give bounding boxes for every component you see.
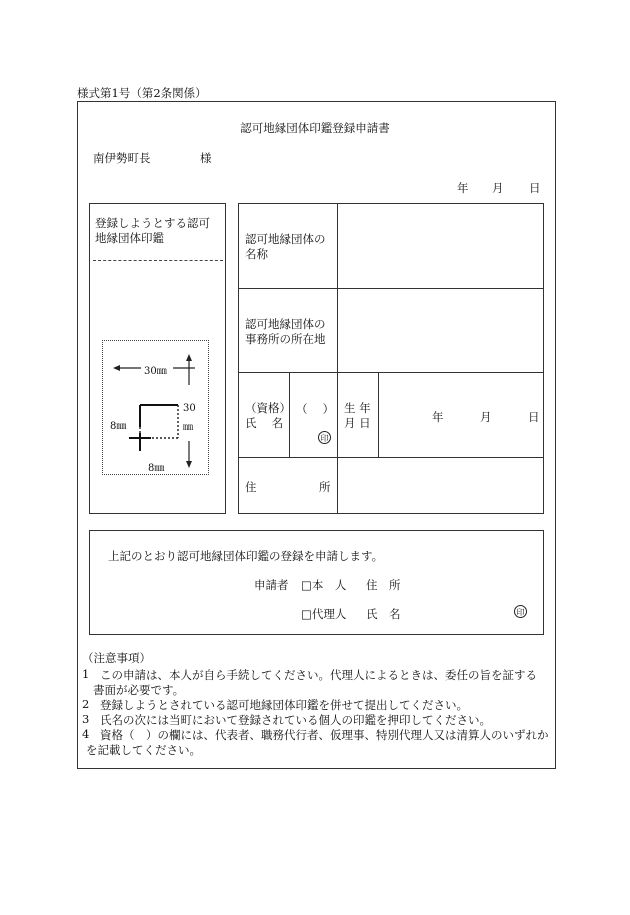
diagram-bottom-label: 8㎜ bbox=[148, 463, 165, 474]
applicant-label: 申請者 bbox=[254, 578, 289, 592]
option-self[interactable]: □本 人 bbox=[301, 578, 347, 592]
diagram-height-label-unit: ㎜ bbox=[183, 422, 193, 433]
note-1-num: 1 bbox=[82, 667, 90, 681]
address-label-left: 住 bbox=[245, 480, 257, 494]
application-statement: 上記のとおり認可地縁団体印鑑の登録を申請します。 bbox=[108, 549, 384, 563]
form-number: 様式第1号（第2条関係） bbox=[77, 86, 207, 100]
applicant-seal-mark: 印 bbox=[514, 605, 527, 618]
form-title: 認可地縁団体印鑑登録申請書 bbox=[240, 121, 390, 135]
diagram-left-label: 8㎜ bbox=[110, 421, 127, 432]
note-3-line1: 氏名の次には当町において登録されている個人の印鑑を押印してください。 bbox=[100, 713, 491, 727]
note-1-line2: 書面が必要です。 bbox=[93, 683, 185, 697]
diagram-height-label-top: 30 bbox=[183, 403, 196, 414]
note-2-num: 2 bbox=[82, 697, 90, 711]
office-address-field[interactable] bbox=[340, 290, 541, 370]
qualification-paren[interactable]: （ ） bbox=[296, 402, 335, 416]
option-agent[interactable]: □代理人 bbox=[301, 607, 347, 621]
date-day: 日 bbox=[529, 181, 541, 195]
address-label-right: 所 bbox=[319, 480, 331, 494]
seal-size-diagram bbox=[102, 340, 209, 475]
row-divider-3 bbox=[238, 457, 544, 458]
office-address-label-line1: 認可地縁団体の bbox=[245, 317, 326, 331]
qualification-label: （資格） bbox=[245, 401, 291, 415]
note-1-line1: この申請は、本人が自ら手続してください。代理人によるときは、委任の旨を証する bbox=[100, 668, 537, 682]
birth-month[interactable]: 月 bbox=[480, 410, 492, 424]
birth-date-label-line2: 月 日 bbox=[344, 416, 371, 430]
note-4-num: 4 bbox=[82, 727, 90, 741]
birth-date-label-line1: 生 年 bbox=[344, 401, 371, 415]
office-address-label-line2: 事務所の所在地 bbox=[245, 332, 326, 346]
note-4-line1: 資格（ ）の欄には、代表者、職務代行者、仮理事、特別代理人又は清算人のいずれか bbox=[100, 728, 549, 742]
note-2-line1: 登録しようとされている認可地縁団体印鑑を併せて提出してください。 bbox=[100, 698, 468, 712]
seal-box-label-line2: 地縁団体印鑑 bbox=[95, 231, 164, 245]
person-name-label bbox=[245, 401, 291, 431]
birth-day[interactable]: 日 bbox=[528, 410, 540, 424]
address-field[interactable] bbox=[340, 459, 541, 512]
association-name-label-line1: 認可地縁団体の bbox=[245, 232, 326, 246]
birth-label-divider bbox=[378, 372, 379, 457]
association-name-field[interactable] bbox=[340, 205, 541, 286]
option-self-field: 住 所 bbox=[366, 578, 401, 592]
option-agent-field: 氏 名 bbox=[366, 607, 401, 621]
addressee-name: 南伊勢町長 bbox=[93, 151, 151, 165]
row-divider-2 bbox=[238, 372, 544, 373]
birth-date-label bbox=[344, 401, 371, 431]
person-name-label-text: 氏 名 bbox=[245, 416, 284, 430]
column-divider bbox=[337, 203, 338, 514]
row-divider-1 bbox=[238, 288, 544, 289]
date-month: 月 bbox=[492, 181, 504, 195]
date-year: 年 bbox=[457, 181, 469, 195]
seal-box-label bbox=[95, 216, 210, 246]
diagram-width-label: 30㎜ bbox=[144, 366, 167, 377]
addressee-honorific: 様 bbox=[200, 151, 212, 165]
person-seal-mark: 印 bbox=[318, 431, 331, 444]
seal-box-divider bbox=[93, 260, 223, 261]
note-3-num: 3 bbox=[82, 712, 90, 726]
office-address-label bbox=[245, 317, 326, 347]
note-4-line2: を記載してください。 bbox=[86, 743, 201, 757]
notes-heading: （注意事項） bbox=[82, 651, 151, 665]
birth-year[interactable]: 年 bbox=[432, 410, 444, 424]
seal-box-label-line1: 登録しようとする認可 bbox=[95, 216, 210, 230]
association-name-label bbox=[245, 232, 326, 262]
association-name-label-line2: 名称 bbox=[245, 247, 268, 261]
